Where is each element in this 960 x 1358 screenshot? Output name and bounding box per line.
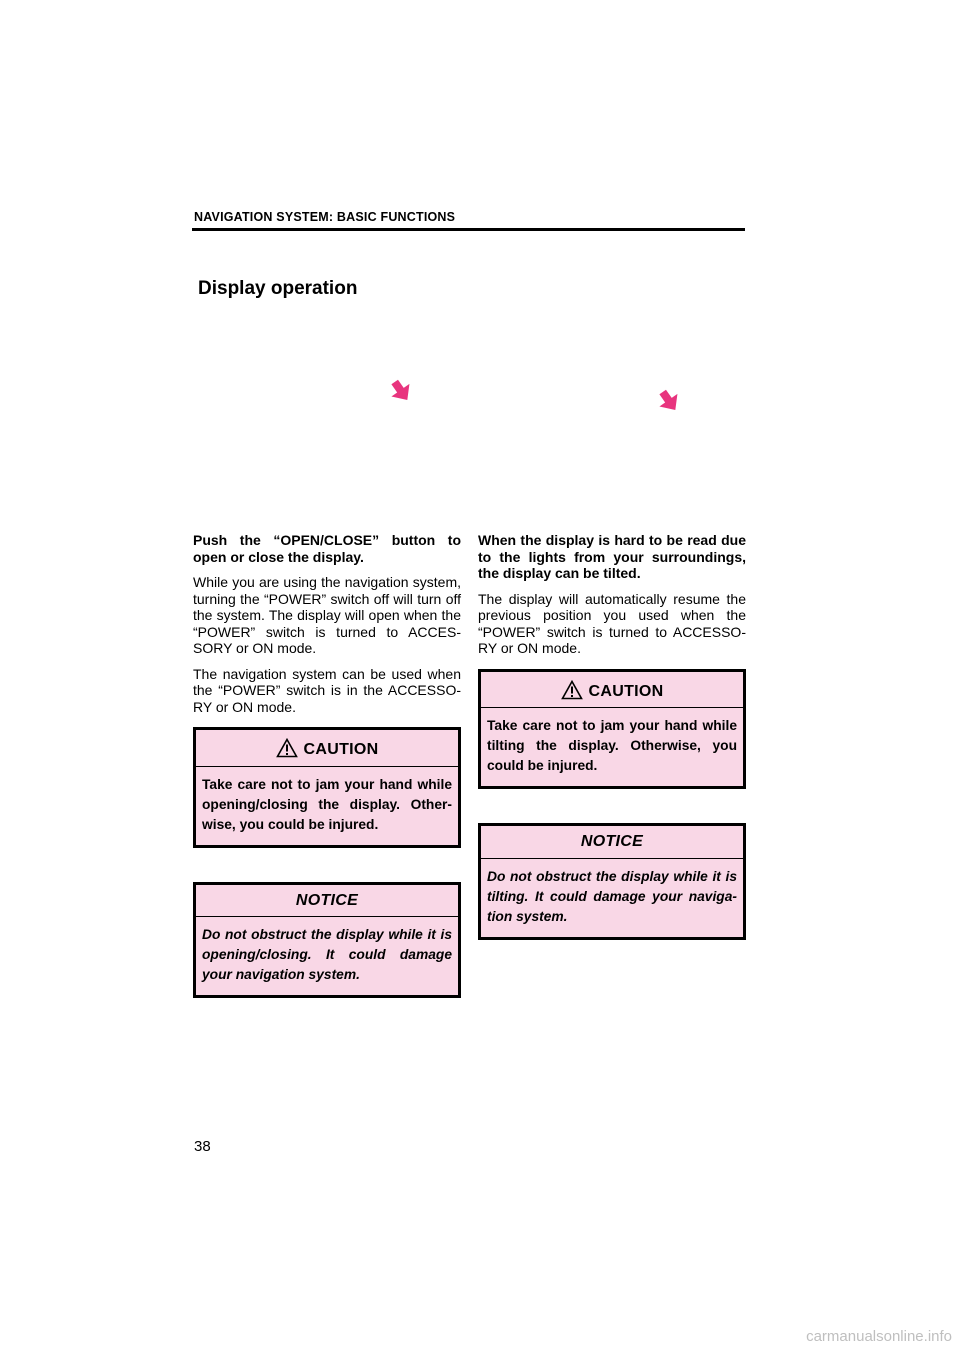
watermark: carmanualsonline.info xyxy=(806,1328,952,1345)
caution-title: CAUTION xyxy=(588,682,664,700)
section-header: NAVIGATION SYSTEM: BASIC FUNCTIONS xyxy=(194,210,456,224)
page-number: 38 xyxy=(194,1138,211,1155)
page-title: Display operation xyxy=(198,278,358,299)
notice-title: NOTICE xyxy=(196,885,458,918)
left-column xyxy=(193,532,461,998)
caution-header xyxy=(481,672,743,709)
notice-text: Do not obstruct the display while it is opening/closing. It could damage your navigation system. xyxy=(202,927,452,982)
caution-box xyxy=(193,727,461,848)
notice-box xyxy=(478,823,746,940)
down-arrow-icon xyxy=(388,378,414,404)
body-paragraph: While you are using the navigation system, turning the “POWER” switch off will turn off the system. The display will open when the “POWER” switch is turned to ACCES-SORY or ON mode. xyxy=(193,574,461,656)
header-rule xyxy=(192,228,745,231)
caution-text: Take care not to jam your hand while opening/closing the display. Other-wise, you could be injured. xyxy=(202,776,452,832)
instruction-lead: When the display is hard to be read due to the lights from your surroundings, the display can be tilted. xyxy=(478,532,746,581)
instruction-lead: Push the “OPEN/CLOSE” button to open or close the display. xyxy=(193,532,461,565)
right-column xyxy=(478,532,746,940)
caution-title: CAUTION xyxy=(303,741,379,758)
notice-title: NOTICE xyxy=(481,826,743,859)
caution-header xyxy=(196,730,458,767)
notice-box xyxy=(193,882,461,999)
caution-box xyxy=(478,669,746,790)
down-arrow-icon xyxy=(656,388,682,414)
warning-triangle-icon xyxy=(276,738,298,758)
notice-text: Do not obstruct the display while it is tilting. It could damage your naviga-tion system. xyxy=(487,868,737,924)
body-paragraph: The display will automatically resume the previous position you used when the “POWER” switch is turned to ACCESSO-RY or ON mode. xyxy=(478,590,746,656)
caution-text: Take care not to jam your hand while tilting the display. Otherwise, you could be injured. xyxy=(487,718,737,773)
warning-triangle-icon xyxy=(561,680,583,700)
body-paragraph: The navigation system can be used when the “POWER” switch is in the ACCESSO-RY or ON mode. xyxy=(193,665,461,715)
